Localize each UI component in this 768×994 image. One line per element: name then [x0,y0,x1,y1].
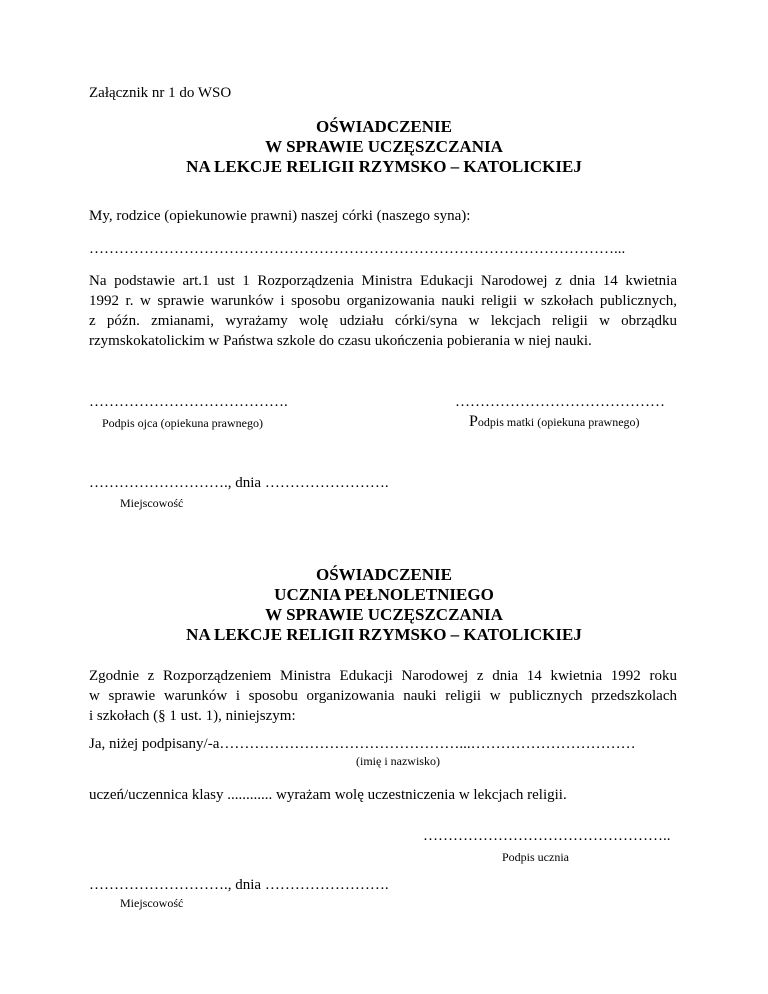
place-label-1: Miejscowość [120,496,184,510]
section2-title-line-4: NA LEKCJE RELIGII RZYMSKO – KATOLICKIEJ [186,625,582,644]
section1-title-line-1: OŚWIADCZENIE [315,117,453,136]
mother-signature-label-initial: P [469,413,478,430]
attachment-label: Załącznik nr 1 do WSO [89,85,232,101]
consent-line-3: z późn. zmianami, wyrażamy wolę udziału córki/syna w lekcjach religii w obrządku [89,313,677,329]
adult-line-1: Zgodnie z Rozporządzeniem Ministra Edukacji Narodowej z dnia 14 kwietnia 1992 roku [89,668,677,684]
mother-signature-label-rest: odpis matki (opiekuna prawnego) [477,415,640,429]
section2-title-line-2: UCZNIA PEŁNOLETNIEGO [274,585,494,604]
parents-intro: My, rodzice (opiekunowie prawni) naszej córki (naszego syna): [89,208,471,224]
consent-paragraph [89,271,677,351]
adult-line-3: i szkołach (§ 1 ust. 1), niniejszym: [89,708,296,724]
place-date-field-1[interactable]: ………………………., dnia ……………………. [89,475,389,491]
student-name-field[interactable]: Ja, niżej podpisany/-a…………………………………………...…………………………… [89,736,636,752]
place-label-2: Miejscowość [120,896,184,910]
consent-line-2: 1992 r. w sprawie warunków i sposobu organizowania nauki religii w szkołach publicznych, [89,293,677,309]
class-declaration: uczeń/uczennica klasy ............ wyrażam wolę uczestniczenia w lekcjach religii. [89,787,567,803]
name-label: (imię i nazwisko) [356,754,440,768]
place-date-field-2[interactable]: ………………………., dnia ……………………. [89,877,389,893]
adult-student-paragraph [89,666,677,726]
father-signature-label: Podpis ojca (opiekuna prawnego) [102,416,263,430]
student-signature-field[interactable]: ………………………………………….. [423,828,671,844]
consent-line-4: rzymskokatolickim w Państwa szkole do czasu ukończenia pobierania w niej nauki. [89,333,592,349]
section2-title-line-1: OŚWIADCZENIE [315,565,453,584]
child-name-field[interactable]: ……………………………………………………………………………………………... [89,241,626,257]
section2-title-line-3: W SPRAWIE UCZĘSZCZANIA [265,605,503,624]
adult-line-2: w sprawie warunków i sposobu organizowania nauki religii w publicznych przedszkolach [89,688,677,704]
father-signature-field[interactable]: …………………………………. [89,394,288,410]
mother-signature-label [469,415,640,429]
section1-title-line-3: NA LEKCJE RELIGII RZYMSKO – KATOLICKIEJ [186,157,582,176]
consent-line-1: Na podstawie art.1 ust 1 Rozporządzenia Ministra Edukacji Narodowej z dnia 14 kwietnia [89,273,677,289]
mother-signature-field[interactable]: …………………………………… [455,394,665,410]
student-signature-label: Podpis ucznia [502,850,569,864]
section1-title-line-2: W SPRAWIE UCZĘSZCZANIA [265,137,503,156]
